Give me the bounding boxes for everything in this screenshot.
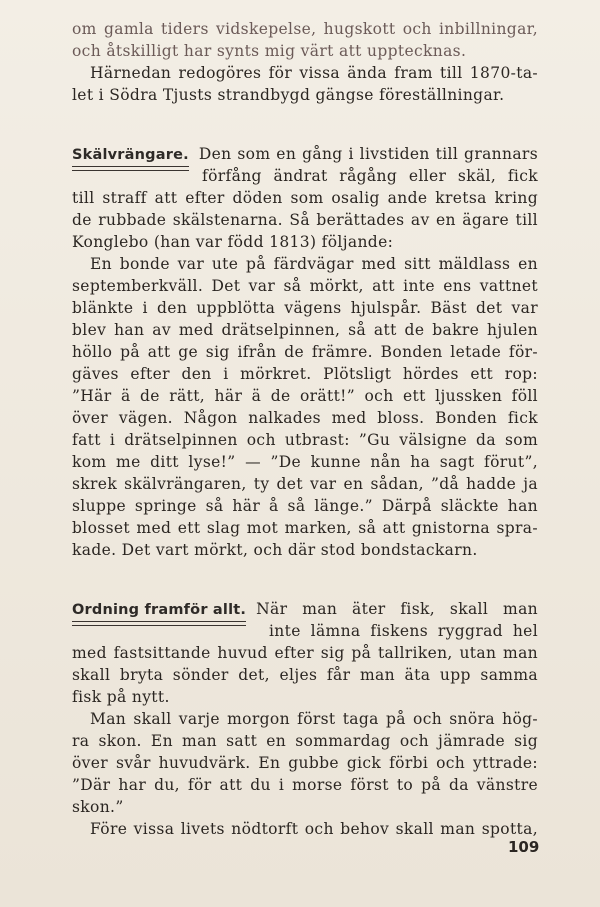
- paragraph-line: kade. Det vart mörkt, och där stod bondstackarn.: [72, 541, 478, 559]
- paragraph-line: En bonde var ute på färdvägar med sitt mäldlass en: [90, 255, 538, 273]
- paragraph-line: skrek skälvrängaren, ty det var en sådan, ”då hadde ja: [72, 475, 538, 493]
- page-number: 109: [508, 838, 540, 856]
- intro-line: och åtskilligt har synts mig värt att upptecknas.: [72, 42, 467, 60]
- paragraph-line: inte lämna fiskens ryggrad hel: [269, 622, 538, 640]
- paragraph-line: septemberkväll. Det var så mörkt, att inte ens vattnet: [72, 277, 538, 295]
- paragraph-line: fatt i drätselpinnen och utbrast: ”Gu välsigne da som: [72, 431, 538, 449]
- paragraph-line: skall bryta sönder det, eljes får man äta upp samma: [72, 666, 538, 684]
- paragraph-line: över svår huvudvärk. En gubbe gick förbi och yttrade:: [72, 754, 538, 772]
- intro-line: let i Södra Tjusts strandbygd gängse föreställningar.: [72, 86, 505, 104]
- paragraph-line: Konglebo (han var född 1813) följande:: [72, 233, 394, 251]
- paragraph-line: Före vissa livets nödtorft och behov skall man spotta,: [90, 820, 538, 838]
- text-column: [72, 18, 538, 840]
- paragraph-line: de rubbade skälstenarna. Så berättades av en ägare till: [72, 211, 538, 229]
- paragraph-line: med fastsittande huvud efter sig på tallriken, utan man: [72, 644, 538, 662]
- section-heading-line: [72, 598, 538, 620]
- paragraph-line: blänkte i den uppblötta vägens hjulspår. Bäst det var: [72, 299, 538, 317]
- paragraph-line: blosset med ett slag mot marken, så att gnistorna spra-: [72, 519, 538, 537]
- paragraph-line: ”Där har du, för att du i morse först to på da vänstre: [72, 776, 538, 794]
- paragraph-line: förfång ändrat rågång eller skäl, fick: [202, 167, 538, 185]
- intro-line: Härnedan redogöres för vissa ända fram till 1870-ta-: [90, 64, 538, 82]
- paragraph-line: ra skon. En man satt en sommardag och jämrade sig: [72, 732, 538, 750]
- section-first-line: Den som en gång i livstiden till grannars: [198, 145, 538, 163]
- paragraph-line: över vägen. Någon nalkades med bloss. Bonden fick: [72, 409, 538, 427]
- paragraph-line: sluppe springe så här å så länge.” Därpå släckte han: [72, 497, 538, 515]
- paragraph-line: ”Här ä de rätt, här ä de orätt!” och ett ljussken föll: [72, 387, 538, 405]
- section-heading-skalvrangare: Skälvrängare.: [72, 147, 189, 163]
- paragraph-line: fisk på nytt.: [72, 688, 170, 706]
- paragraph-line: Man skall varje morgon först taga på och snöra hög-: [90, 710, 538, 728]
- paragraph-line: höllo på att ge sig ifrån de främre. Bonden letade för-: [72, 343, 538, 361]
- section-heading-line: [72, 143, 538, 165]
- paragraph-line: blev han av med drätselpinnen, så att de bakre hjulen: [72, 321, 538, 339]
- paragraph-line: skon.”: [72, 798, 124, 816]
- intro-line: om gamla tiders vidskepelse, hugskott och inbillningar,: [72, 20, 538, 38]
- section-first-line: När man äter fisk, skall man: [256, 600, 538, 618]
- paragraph-line: till straff att efter döden som osalig ande kretsa kring: [72, 189, 538, 207]
- paragraph-line: kom me ditt lyse!” — ”De kunne nån ha sagt förut”,: [72, 453, 538, 471]
- paragraph-line: gäves efter den i mörkret. Plötsligt hördes ett rop:: [72, 365, 538, 383]
- section-heading-ordning: Ordning framför allt.: [72, 602, 247, 618]
